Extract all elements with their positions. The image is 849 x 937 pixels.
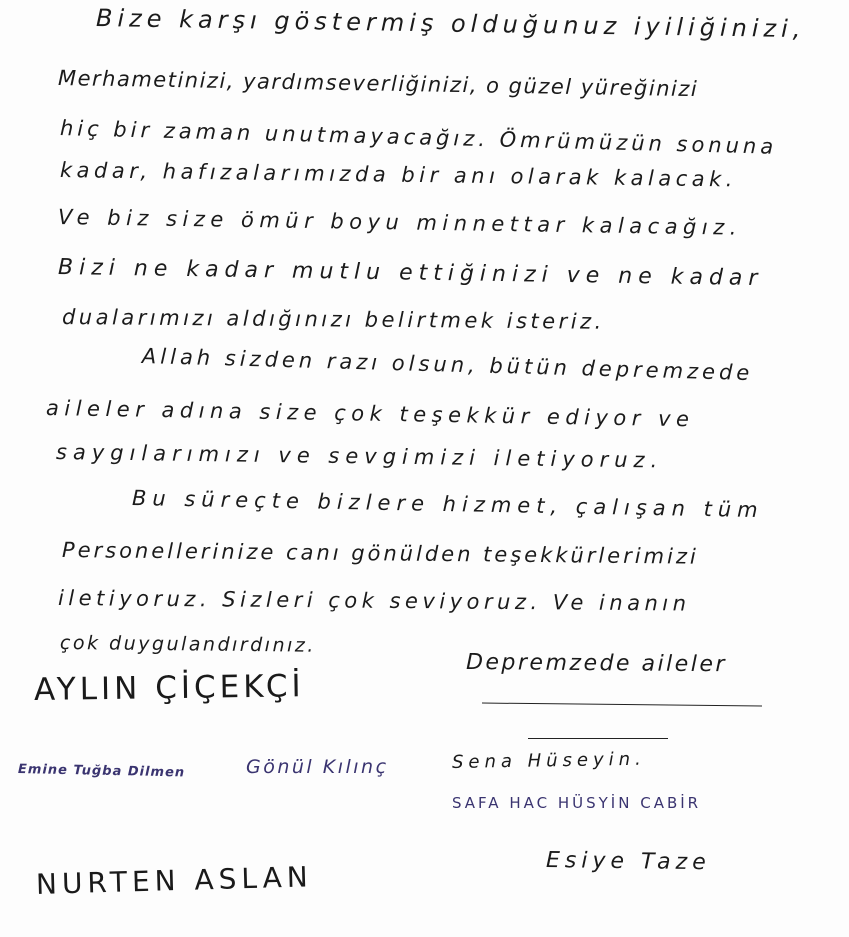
signature-safa-hac-husyin-cabir: SAFA HAC HÜSYİN CABİR (452, 794, 702, 812)
signature-esiye-taze: Esiye Taze (545, 848, 711, 876)
letter-line-10: saygılarımızı ve sevgimizi iletiyoruz. (55, 440, 664, 473)
letter-line-1: Bize karşı göstermiş olduğunuz iyiliğinizi, (95, 4, 806, 44)
signature-nurten-aslan: NURTEN ASLAN (35, 860, 314, 901)
signature-gonul-kilinc: Gönül Kılınç (246, 756, 389, 778)
signature-sena-huseyin: Sena Hüseyin. (451, 748, 646, 773)
closing-underline-1 (482, 703, 762, 707)
closing-underline-2 (528, 738, 668, 739)
letter-line-3: hiç bir zaman unutmayacağız. Ömrümüzün sonuna (59, 116, 778, 159)
closing-depremzede-aileler: Depremzede aileler (465, 650, 728, 678)
signature-aylin-cicekci: AYLIN ÇİÇEKÇİ (33, 668, 305, 708)
signature-emine-tugba-dilmen: Emine Tuğba Dilmen (17, 762, 186, 781)
letter-line-4: kadar, hafızalarımızda bir anı olarak kalacak. (59, 158, 738, 192)
letter-line-5: Ve biz size ömür boyu minnettar kalacağız. (57, 205, 743, 240)
letter-line-12: Personellerinize canı gönülden teşekkürlerimizi (61, 538, 699, 569)
letter-line-8: Allah sizden razı olsun, bütün depremzede (141, 344, 754, 386)
letter-line-11: Bu süreçte bizlere hizmet, çalışan tüm (131, 486, 764, 523)
letter-line-9: aileler adına size çok teşekkür ediyor ve (45, 396, 695, 432)
letter-line-13: iletiyoruz. Sizleri çok seviyoruz. Ve inanın (57, 586, 691, 616)
letter-line-7: dualarımızı aldığınızı belirtmek isteriz. (61, 305, 605, 334)
letter-line-14: çok duygulandırdınız. (59, 632, 316, 657)
letter-line-6: Bizi ne kadar mutlu ettiğinizi ve ne kadar (57, 255, 764, 292)
letter-line-2: Merhametinizi, yardımseverliğinizi, o güzel yüreğinizi (57, 66, 699, 102)
